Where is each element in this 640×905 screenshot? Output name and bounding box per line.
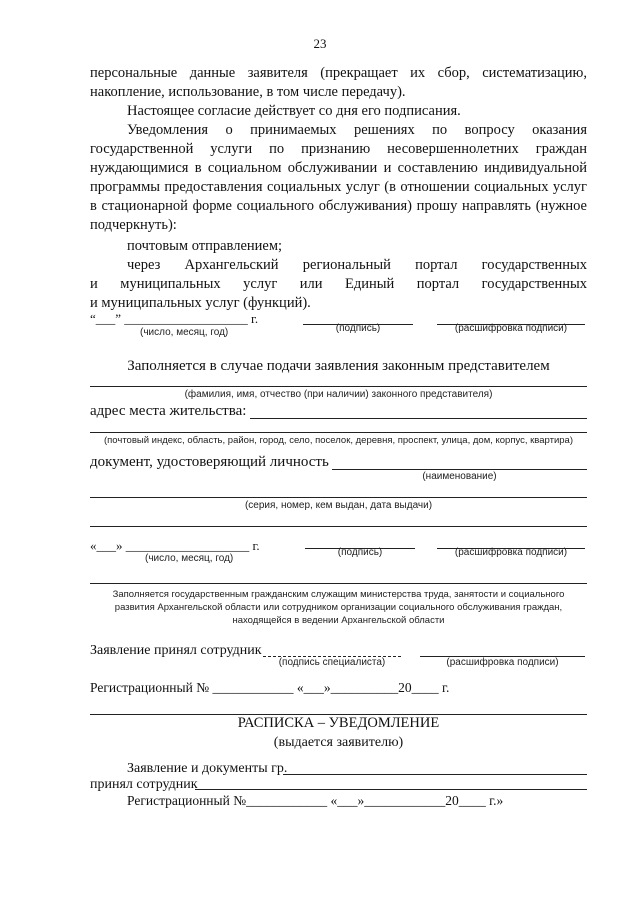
official-note-line: Заполняется государственным гражданским служащим министерства труда, занятости и социального [112,589,565,600]
receipt-title: РАСПИСКА – УВЕДОМЛЕНИЕ [237,715,440,731]
representative-fio-line[interactable] [90,386,587,387]
option-portal-line: и муниципальных услуг (функций). [90,295,311,311]
option-portal-line: и муниципальных услуг или Единый портал государственных [90,276,587,292]
address-line[interactable] [250,418,587,419]
blank-line[interactable] [90,526,587,527]
paragraph-line: нуждающимися в социальном обслуживании и составлению индивидуальной [90,160,587,176]
paragraph-line: накопление, использование, в том числе передачу). [90,84,406,100]
address-label: адрес места жительства: [90,403,247,419]
receipt-subtitle: (выдается заявителю) [273,735,404,750]
rep-date-field[interactable]: «___» ___________________ г. [90,538,260,553]
identity-doc-name-hint: (наименование) [422,471,497,482]
section-divider [90,583,587,584]
representative-heading: Заполняется в случае подачи заявления законным представителем [127,358,550,374]
paragraph-line: в стационарной форме социального обслуживания) прошу направлять (нужное [90,198,587,214]
signature-label: (подпись) [335,323,381,334]
receipt-accepted-line[interactable] [195,789,587,790]
paragraph-line: государственной услуги по признанию несовершеннолетних граждан [90,141,587,157]
rep-date-label: (число, месяц, год) [145,553,234,564]
registration-number[interactable]: Регистрационный № ____________ «___»__________20____ г. [90,680,450,695]
paragraph-line: подчеркнуть): [90,217,177,233]
official-note-line: находящейся в ведении Архангельской области [232,615,445,626]
option-portal-line: через Архангельский региональный портал государственных [127,257,587,273]
accepted-by-label: Заявление принял сотрудник [90,643,262,658]
receipt-registration[interactable]: Регистрационный №____________ «___»____________20____ г.» [127,793,504,808]
receipt-docs-line[interactable] [283,774,587,775]
date-field[interactable]: “___” ___________________ г. [90,311,259,326]
specialist-sign-label: (подпись специалиста) [278,657,386,668]
paragraph-line: Настоящее согласие действует со дня его подписания. [127,103,461,119]
official-note-line: развития Архангельской области или сотрудником организации социального обслуживания граждан, [114,602,563,613]
identity-doc-line[interactable] [332,469,587,470]
option-postal: почтовым отправлением; [127,238,283,254]
address-hint: (почтовый индекс, область, район, город, село, поселок, деревня, проспект, улица, дом, корпус, квартира) [103,435,573,446]
page-number: 23 [313,36,327,51]
identity-doc-label: документ, удостоверяющий личность [90,454,329,470]
paragraph-line: программы предоставления социальных услуг (в отношении социальных услуг [90,179,587,195]
specialist-decode-label: (расшифровка подписи) [446,657,559,668]
rep-decode-label: (расшифровка подписи) [454,547,568,558]
receipt-docs-label: Заявление и документы гр. [127,761,288,776]
identity-doc-series-line[interactable] [90,497,587,498]
identity-doc-series-hint: (серия, номер, кем выдан, дата выдачи) [244,500,433,511]
paragraph-line: персональные данные заявителя (прекращает их сбор, систематизацию, [90,65,587,81]
date-label: (число, месяц, год) [140,327,229,338]
representative-fio-label: (фамилия, имя, отчество (при наличии) законного представителя) [184,389,493,400]
decode-label: (расшифровка подписи) [454,323,568,334]
paragraph-line: Уведомления о принимаемых решениях по вопросу оказания [127,122,587,138]
address-line-2[interactable] [90,432,587,433]
receipt-accepted-label: принял сотрудник [90,777,198,792]
rep-signature-label: (подпись) [337,547,383,558]
